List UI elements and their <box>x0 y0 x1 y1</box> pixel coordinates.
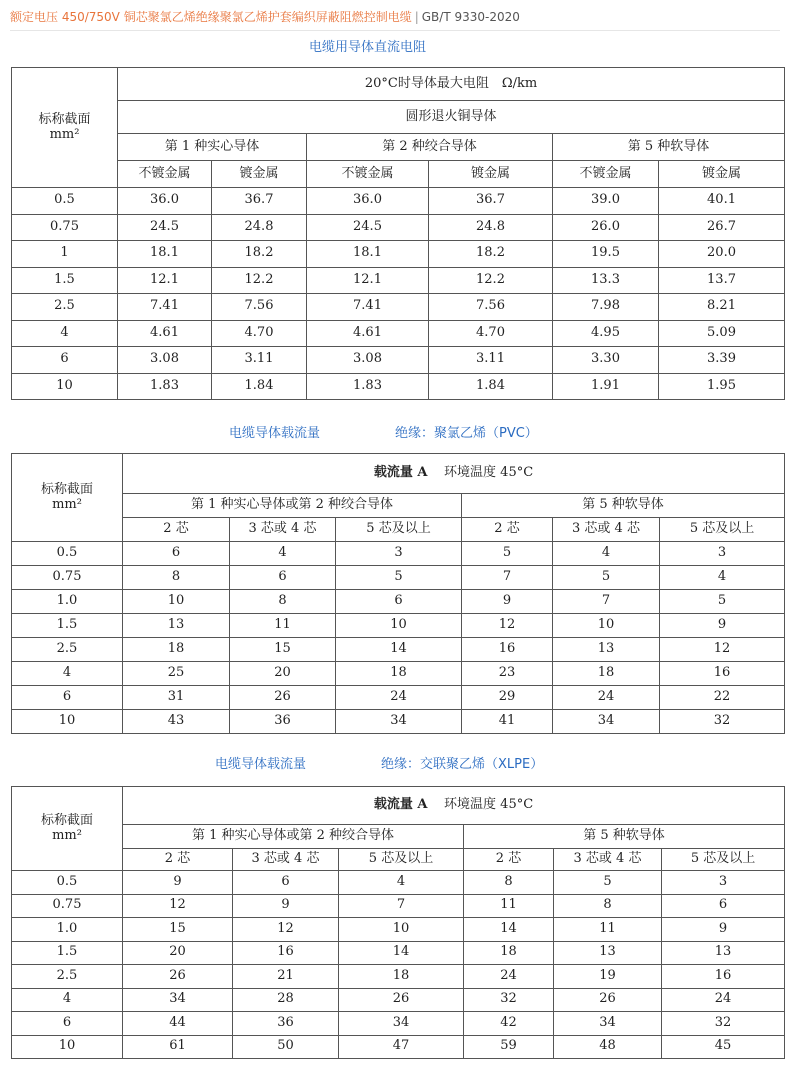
section-label: 标称截面 <box>40 812 93 828</box>
resistance-table <box>11 67 785 400</box>
cores-header: 5 芯及以上 <box>662 849 785 871</box>
value-cell: 8.21 <box>659 294 785 321</box>
current-label: 载流量 A <box>373 797 428 813</box>
cores-header: 2 芯 <box>123 849 233 871</box>
value-cell: 5 <box>462 542 553 566</box>
value-cell: 28 <box>233 988 339 1012</box>
value-cell: 8 <box>230 590 336 614</box>
value-cell: 18 <box>339 965 464 989</box>
coat-header: 不镀金属 <box>307 161 429 188</box>
coat-header: 不镀金属 <box>118 161 212 188</box>
group-header-stranded: 第 2 种绞合导体 <box>307 134 553 161</box>
value-cell: 5 <box>553 566 660 590</box>
section-unit: mm² <box>52 496 82 512</box>
table-row <box>12 965 785 989</box>
section-size-cell: 1.0 <box>12 918 123 942</box>
section-size-cell: 1 <box>12 241 118 268</box>
section-size-cell: 2.5 <box>12 965 123 989</box>
table-row <box>12 188 785 215</box>
header-separator: | <box>414 10 419 24</box>
value-cell: 3.30 <box>553 347 659 374</box>
section-size-cell: 0.75 <box>12 894 123 918</box>
value-cell: 20 <box>230 662 336 686</box>
table-row <box>12 941 785 965</box>
value-cell: 7 <box>462 566 553 590</box>
value-cell: 7.56 <box>429 294 553 321</box>
value-cell: 3 <box>336 542 462 566</box>
value-cell: 31 <box>123 686 230 710</box>
group-header-solid-stranded: 第 1 种实心导体或第 2 种绞合导体 <box>123 825 464 849</box>
value-cell: 6 <box>336 590 462 614</box>
value-cell: 3.39 <box>659 347 785 374</box>
section-size-cell: 1.0 <box>12 590 123 614</box>
value-cell: 5 <box>554 871 662 895</box>
value-cell: 7.98 <box>553 294 659 321</box>
value-cell: 15 <box>123 918 233 942</box>
value-cell: 18 <box>123 638 230 662</box>
table-row <box>12 686 785 710</box>
group-header-solid: 第 1 种实心导体 <box>118 134 307 161</box>
cores-header: 5 芯及以上 <box>339 849 464 871</box>
value-cell: 36.7 <box>429 188 553 215</box>
value-cell: 26.0 <box>553 214 659 241</box>
value-cell: 43 <box>123 710 230 734</box>
section-size-cell: 1.5 <box>12 941 123 965</box>
cores-header: 3 芯或 4 芯 <box>554 849 662 871</box>
resistance-top-header: 20°C时导体最大电阻 Ω/km <box>118 68 785 101</box>
value-cell: 25 <box>123 662 230 686</box>
value-cell: 24.8 <box>212 214 307 241</box>
value-cell: 18 <box>553 662 660 686</box>
section-header-cell <box>12 454 123 542</box>
coat-header: 镀金属 <box>429 161 553 188</box>
section-size-cell: 0.5 <box>12 871 123 895</box>
value-cell: 18.2 <box>212 241 307 268</box>
value-cell: 34 <box>553 710 660 734</box>
section-size-cell: 2.5 <box>12 638 123 662</box>
value-cell: 4.70 <box>429 320 553 347</box>
value-cell: 3.11 <box>429 347 553 374</box>
value-cell: 18.1 <box>118 241 212 268</box>
value-cell: 26.7 <box>659 214 785 241</box>
pvc-current-table <box>11 453 785 734</box>
value-cell: 12.2 <box>429 267 553 294</box>
value-cell: 3.11 <box>212 347 307 374</box>
table-row <box>12 590 785 614</box>
value-cell: 26 <box>339 988 464 1012</box>
value-cell: 12 <box>462 614 553 638</box>
value-cell: 22 <box>660 686 785 710</box>
section-header-cell <box>12 787 123 871</box>
value-cell: 9 <box>662 918 785 942</box>
section-size-cell: 0.75 <box>12 214 118 241</box>
cores-header: 5 芯及以上 <box>336 518 462 542</box>
value-cell: 24 <box>336 686 462 710</box>
table-row <box>12 894 785 918</box>
table-row <box>12 542 785 566</box>
section-unit: mm² <box>52 827 82 843</box>
value-cell: 12 <box>123 894 233 918</box>
value-cell: 32 <box>662 1012 785 1036</box>
value-cell: 3.08 <box>307 347 429 374</box>
value-cell: 4.61 <box>307 320 429 347</box>
section-size-cell: 0.75 <box>12 566 123 590</box>
ambient-temp-label: 环境温度 45°C <box>444 797 534 813</box>
pvc-insulation-label: 绝缘：聚氯乙烯（PVC） <box>395 426 538 441</box>
group-header-flexible: 第 5 种软导体 <box>553 134 785 161</box>
value-cell: 3 <box>660 542 785 566</box>
value-cell: 1.95 <box>659 373 785 400</box>
value-cell: 10 <box>339 918 464 942</box>
value-cell: 6 <box>233 871 339 895</box>
value-cell: 36.0 <box>307 188 429 215</box>
table-row <box>12 267 785 294</box>
cores-header: 2 芯 <box>464 849 554 871</box>
value-cell: 4 <box>660 566 785 590</box>
value-cell: 8 <box>123 566 230 590</box>
value-cell: 16 <box>462 638 553 662</box>
value-cell: 26 <box>230 686 336 710</box>
value-cell: 16 <box>660 662 785 686</box>
value-cell: 8 <box>554 894 662 918</box>
section-size-cell: 1.5 <box>12 267 118 294</box>
product-name: 额定电压 450/750V 铜芯聚氯乙烯绝缘聚氯乙烯护套编织屏蔽阻燃控制电缆 <box>10 10 412 24</box>
value-cell: 14 <box>339 941 464 965</box>
group-header-flexible: 第 5 种软导体 <box>462 494 785 518</box>
value-cell: 4.95 <box>553 320 659 347</box>
table-row <box>12 241 785 268</box>
value-cell: 4 <box>339 871 464 895</box>
value-cell: 5 <box>660 590 785 614</box>
value-cell: 10 <box>123 590 230 614</box>
value-cell: 32 <box>660 710 785 734</box>
value-cell: 7.41 <box>118 294 212 321</box>
section-size-cell: 6 <box>12 686 123 710</box>
value-cell: 18.1 <box>307 241 429 268</box>
value-cell: 45 <box>662 1035 785 1059</box>
value-cell: 34 <box>123 988 233 1012</box>
value-cell: 1.83 <box>118 373 212 400</box>
value-cell: 12.2 <box>212 267 307 294</box>
value-cell: 1.83 <box>307 373 429 400</box>
value-cell: 21 <box>233 965 339 989</box>
value-cell: 13 <box>123 614 230 638</box>
value-cell: 18 <box>464 941 554 965</box>
value-cell: 48 <box>554 1035 662 1059</box>
standard-code: GB/T 9330-2020 <box>421 10 520 24</box>
value-cell: 20 <box>123 941 233 965</box>
value-cell: 10 <box>336 614 462 638</box>
table-row <box>12 614 785 638</box>
value-cell: 36.0 <box>118 188 212 215</box>
current-label: 载流量 A <box>373 465 428 481</box>
value-cell: 59 <box>464 1035 554 1059</box>
value-cell: 1.91 <box>553 373 659 400</box>
value-cell: 9 <box>462 590 553 614</box>
value-cell: 40.1 <box>659 188 785 215</box>
coat-header: 镀金属 <box>659 161 785 188</box>
cores-header: 2 芯 <box>462 518 553 542</box>
value-cell: 5.09 <box>659 320 785 347</box>
value-cell: 24.5 <box>307 214 429 241</box>
table-row <box>12 638 785 662</box>
section-header-cell <box>12 68 118 188</box>
value-cell: 3.08 <box>118 347 212 374</box>
value-cell: 13 <box>554 941 662 965</box>
value-cell: 12 <box>660 638 785 662</box>
value-cell: 41 <box>462 710 553 734</box>
cores-header: 3 芯或 4 芯 <box>230 518 336 542</box>
value-cell: 12.1 <box>307 267 429 294</box>
value-cell: 14 <box>336 638 462 662</box>
value-cell: 44 <box>123 1012 233 1036</box>
coat-header: 镀金属 <box>212 161 307 188</box>
value-cell: 9 <box>233 894 339 918</box>
value-cell: 18.2 <box>429 241 553 268</box>
group-header-solid-stranded: 第 1 种实心导体或第 2 种绞合导体 <box>123 494 462 518</box>
section-label: 标称截面 <box>40 481 93 497</box>
value-cell: 26 <box>554 988 662 1012</box>
page-header <box>10 8 780 31</box>
value-cell: 19 <box>554 965 662 989</box>
xlpe-table-title: 电缆导体载流量 <box>215 757 307 772</box>
value-cell: 7 <box>339 894 464 918</box>
table-row <box>12 320 785 347</box>
value-cell: 3 <box>662 871 785 895</box>
value-cell: 13.7 <box>659 267 785 294</box>
value-cell: 9 <box>660 614 785 638</box>
resistance-sub-header: 圆形退火铜导体 <box>118 101 785 134</box>
section-size-cell: 4 <box>12 662 123 686</box>
current-top-header <box>123 454 785 494</box>
value-cell: 24.5 <box>118 214 212 241</box>
value-cell: 4 <box>553 542 660 566</box>
table-row <box>12 347 785 374</box>
value-cell: 15 <box>230 638 336 662</box>
cores-header: 2 芯 <box>123 518 230 542</box>
value-cell: 12 <box>233 918 339 942</box>
value-cell: 10 <box>553 614 660 638</box>
value-cell: 19.5 <box>553 241 659 268</box>
table-row <box>12 871 785 895</box>
section-label: 标称截面 <box>38 111 91 127</box>
section-size-cell: 10 <box>12 373 118 400</box>
value-cell: 47 <box>339 1035 464 1059</box>
value-cell: 34 <box>336 710 462 734</box>
value-cell: 50 <box>233 1035 339 1059</box>
value-cell: 14 <box>464 918 554 942</box>
table-row <box>12 566 785 590</box>
value-cell: 7 <box>553 590 660 614</box>
value-cell: 8 <box>464 871 554 895</box>
value-cell: 12.1 <box>118 267 212 294</box>
ambient-temp-label: 环境温度 45°C <box>444 465 534 481</box>
value-cell: 32 <box>464 988 554 1012</box>
value-cell: 29 <box>462 686 553 710</box>
value-cell: 36 <box>230 710 336 734</box>
section-size-cell: 4 <box>12 988 123 1012</box>
table-row <box>12 214 785 241</box>
value-cell: 24 <box>662 988 785 1012</box>
section-size-cell: 0.5 <box>12 542 123 566</box>
section-size-cell: 4 <box>12 320 118 347</box>
section-unit: mm² <box>49 126 80 142</box>
value-cell: 20.0 <box>659 241 785 268</box>
value-cell: 6 <box>123 542 230 566</box>
value-cell: 24.8 <box>429 214 553 241</box>
value-cell: 5 <box>336 566 462 590</box>
cores-header: 3 芯或 4 芯 <box>553 518 660 542</box>
section-size-cell: 10 <box>12 1035 123 1059</box>
value-cell: 23 <box>462 662 553 686</box>
value-cell: 11 <box>230 614 336 638</box>
value-cell: 7.56 <box>212 294 307 321</box>
value-cell: 16 <box>233 941 339 965</box>
table-row <box>12 294 785 321</box>
value-cell: 6 <box>230 566 336 590</box>
table-row <box>12 710 785 734</box>
table-row <box>12 1035 785 1059</box>
value-cell: 13.3 <box>553 267 659 294</box>
table-row <box>12 918 785 942</box>
value-cell: 36.7 <box>212 188 307 215</box>
value-cell: 42 <box>464 1012 554 1036</box>
table-row <box>12 373 785 400</box>
value-cell: 24 <box>464 965 554 989</box>
table-row <box>12 988 785 1012</box>
value-cell: 1.84 <box>429 373 553 400</box>
section-size-cell: 0.5 <box>12 188 118 215</box>
value-cell: 4.61 <box>118 320 212 347</box>
value-cell: 13 <box>553 638 660 662</box>
value-cell: 16 <box>662 965 785 989</box>
section-size-cell: 6 <box>12 1012 123 1036</box>
table-row <box>12 662 785 686</box>
value-cell: 61 <box>123 1035 233 1059</box>
section-size-cell: 6 <box>12 347 118 374</box>
resistance-table-title: 电缆用导体直流电阻 <box>309 40 427 55</box>
value-cell: 11 <box>464 894 554 918</box>
value-cell: 4 <box>230 542 336 566</box>
value-cell: 1.84 <box>212 373 307 400</box>
table-row <box>12 1012 785 1036</box>
value-cell: 39.0 <box>553 188 659 215</box>
value-cell: 4.70 <box>212 320 307 347</box>
section-size-cell: 10 <box>12 710 123 734</box>
value-cell: 7.41 <box>307 294 429 321</box>
value-cell: 13 <box>662 941 785 965</box>
group-header-flexible: 第 5 种软导体 <box>464 825 785 849</box>
value-cell: 26 <box>123 965 233 989</box>
section-size-cell: 2.5 <box>12 294 118 321</box>
value-cell: 34 <box>554 1012 662 1036</box>
coat-header: 不镀金属 <box>553 161 659 188</box>
cores-header: 3 芯或 4 芯 <box>233 849 339 871</box>
value-cell: 36 <box>233 1012 339 1036</box>
xlpe-current-table <box>11 786 785 1059</box>
current-top-header <box>123 787 785 825</box>
xlpe-insulation-label: 绝缘：交联聚乙烯（XLPE） <box>381 757 544 772</box>
value-cell: 6 <box>662 894 785 918</box>
pvc-table-title: 电缆导体载流量 <box>229 426 321 441</box>
value-cell: 11 <box>554 918 662 942</box>
value-cell: 24 <box>553 686 660 710</box>
value-cell: 9 <box>123 871 233 895</box>
cores-header: 5 芯及以上 <box>660 518 785 542</box>
section-size-cell: 1.5 <box>12 614 123 638</box>
value-cell: 18 <box>336 662 462 686</box>
value-cell: 34 <box>339 1012 464 1036</box>
